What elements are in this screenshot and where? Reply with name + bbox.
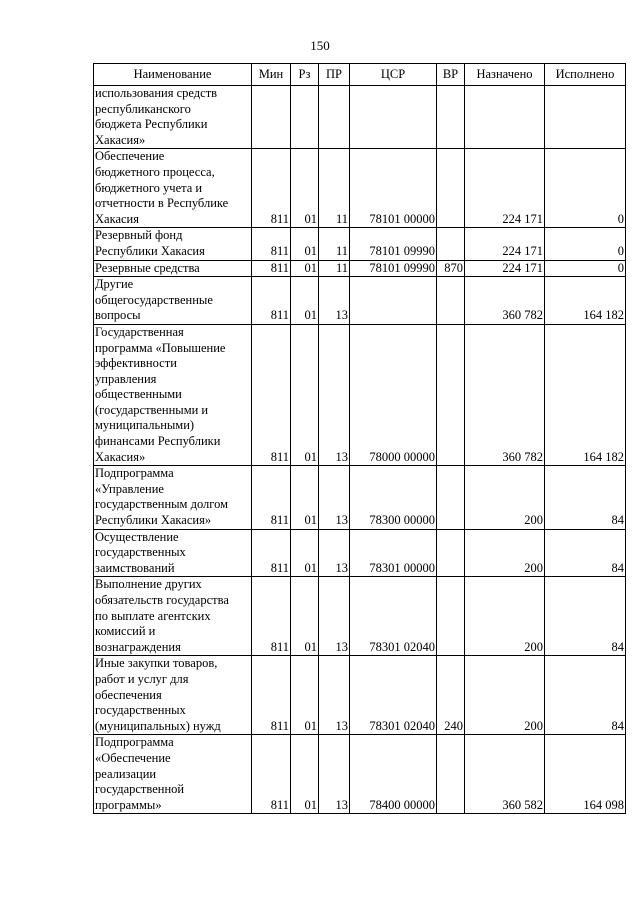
row-csr-cell: 78101 00000 (350, 149, 437, 228)
page-number: 150 (310, 38, 330, 53)
row-rz-cell: 01 (291, 656, 319, 735)
row-executed-cell: 84 (545, 466, 626, 529)
row-pr-cell: 11 (319, 260, 350, 277)
budget-table (93, 63, 626, 814)
row-min-cell: 811 (252, 149, 291, 228)
column-header-pr: ПР (319, 64, 350, 86)
row-vr-cell: 870 (437, 260, 465, 277)
table-row (94, 149, 626, 228)
table-row (94, 228, 626, 260)
row-name-cell: Государственная программа «Повышение эффективности управления общественными (государственными и муниципальными) финансами Республики Хакасия» (94, 324, 252, 465)
table-row (94, 324, 626, 465)
row-vr-cell (437, 324, 465, 465)
row-min-cell: 811 (252, 228, 291, 260)
table-row (94, 260, 626, 277)
row-rz-cell: 01 (291, 260, 319, 277)
row-vr-cell (437, 735, 465, 814)
row-assigned-cell: 360 582 (465, 735, 545, 814)
row-min-cell: 811 (252, 466, 291, 529)
row-csr-cell: 78301 02040 (350, 577, 437, 656)
table-row (94, 529, 626, 577)
row-vr-cell (437, 466, 465, 529)
row-rz-cell: 01 (291, 735, 319, 814)
row-rz-cell: 01 (291, 577, 319, 656)
row-min-cell: 811 (252, 577, 291, 656)
row-pr-cell: 13 (319, 529, 350, 577)
row-pr-cell: 13 (319, 577, 350, 656)
row-name-cell: использования средств республиканского бюджета Республики Хакасия» (94, 86, 252, 149)
row-assigned-cell: 200 (465, 466, 545, 529)
row-min-cell: 811 (252, 656, 291, 735)
row-vr-cell: 240 (437, 656, 465, 735)
row-executed-cell: 0 (545, 228, 626, 260)
row-vr-cell (437, 529, 465, 577)
row-assigned-cell: 360 782 (465, 324, 545, 465)
row-assigned-cell: 224 171 (465, 260, 545, 277)
row-min-cell: 811 (252, 277, 291, 325)
row-assigned-cell: 360 782 (465, 277, 545, 325)
row-pr-cell: 13 (319, 277, 350, 325)
row-executed-cell: 84 (545, 656, 626, 735)
row-name-cell: Резервный фонд Республики Хакасия (94, 228, 252, 260)
row-executed-cell: 0 (545, 149, 626, 228)
row-assigned-cell (465, 86, 545, 149)
table-row (94, 656, 626, 735)
row-name-cell: Резервные средства (94, 260, 252, 277)
row-min-cell: 811 (252, 529, 291, 577)
row-executed-cell: 164 182 (545, 324, 626, 465)
row-rz-cell: 01 (291, 466, 319, 529)
row-rz-cell: 01 (291, 324, 319, 465)
column-header-rz: Рз (291, 64, 319, 86)
row-rz-cell: 01 (291, 529, 319, 577)
row-pr-cell: 13 (319, 735, 350, 814)
table-row (94, 86, 626, 149)
row-rz-cell: 01 (291, 149, 319, 228)
row-name-cell: Осуществление государственных заимствований (94, 529, 252, 577)
row-vr-cell (437, 277, 465, 325)
row-pr-cell: 13 (319, 656, 350, 735)
row-rz-cell: 01 (291, 228, 319, 260)
row-name-cell: Выполнение других обязательств государства по выплате агентских комиссий и вознаграждения (94, 577, 252, 656)
row-pr-cell: 11 (319, 149, 350, 228)
table-row (94, 466, 626, 529)
row-name-cell: Подпрограмма «Обеспечение реализации государственной программы» (94, 735, 252, 814)
row-name-cell: Другие общегосударственные вопросы (94, 277, 252, 325)
row-vr-cell (437, 86, 465, 149)
table-row (94, 277, 626, 325)
row-pr-cell: 13 (319, 466, 350, 529)
row-executed-cell: 84 (545, 577, 626, 656)
column-header-csr: ЦСР (350, 64, 437, 86)
row-min-cell (252, 86, 291, 149)
row-vr-cell (437, 577, 465, 656)
row-assigned-cell: 200 (465, 656, 545, 735)
table-row (94, 577, 626, 656)
row-assigned-cell: 224 171 (465, 149, 545, 228)
row-name-cell: Иные закупки товаров, работ и услуг для обеспечения государственных (муниципальных) нужд (94, 656, 252, 735)
row-csr-cell: 78400 00000 (350, 735, 437, 814)
column-header-vr: ВР (437, 64, 465, 86)
row-pr-cell: 11 (319, 228, 350, 260)
row-csr-cell: 78301 00000 (350, 529, 437, 577)
column-header-executed: Исполнено (545, 64, 626, 86)
row-vr-cell (437, 228, 465, 260)
column-header-name: Наименование (94, 64, 252, 86)
row-executed-cell: 164 182 (545, 277, 626, 325)
column-header-min: Мин (252, 64, 291, 86)
row-csr-cell: 78101 09990 (350, 260, 437, 277)
row-rz-cell (291, 86, 319, 149)
row-executed-cell: 164 098 (545, 735, 626, 814)
row-csr-cell (350, 86, 437, 149)
row-csr-cell: 78101 09990 (350, 228, 437, 260)
row-csr-cell (350, 277, 437, 325)
row-assigned-cell: 224 171 (465, 228, 545, 260)
row-vr-cell (437, 149, 465, 228)
column-header-assigned: Назначено (465, 64, 545, 86)
row-min-cell: 811 (252, 260, 291, 277)
row-rz-cell: 01 (291, 277, 319, 325)
row-pr-cell: 13 (319, 324, 350, 465)
row-csr-cell: 78300 00000 (350, 466, 437, 529)
row-executed-cell (545, 86, 626, 149)
row-csr-cell: 78301 02040 (350, 656, 437, 735)
row-executed-cell: 0 (545, 260, 626, 277)
table-row (94, 735, 626, 814)
row-assigned-cell: 200 (465, 529, 545, 577)
row-min-cell: 811 (252, 735, 291, 814)
row-csr-cell: 78000 00000 (350, 324, 437, 465)
row-min-cell: 811 (252, 324, 291, 465)
row-pr-cell (319, 86, 350, 149)
table-header-row (94, 64, 626, 86)
row-name-cell: Обеспечение бюджетного процесса, бюджетного учета и отчетности в Республике Хакасия (94, 149, 252, 228)
row-executed-cell: 84 (545, 529, 626, 577)
row-assigned-cell: 200 (465, 577, 545, 656)
row-name-cell: Подпрограмма «Управление государственным долгом Республики Хакасия» (94, 466, 252, 529)
